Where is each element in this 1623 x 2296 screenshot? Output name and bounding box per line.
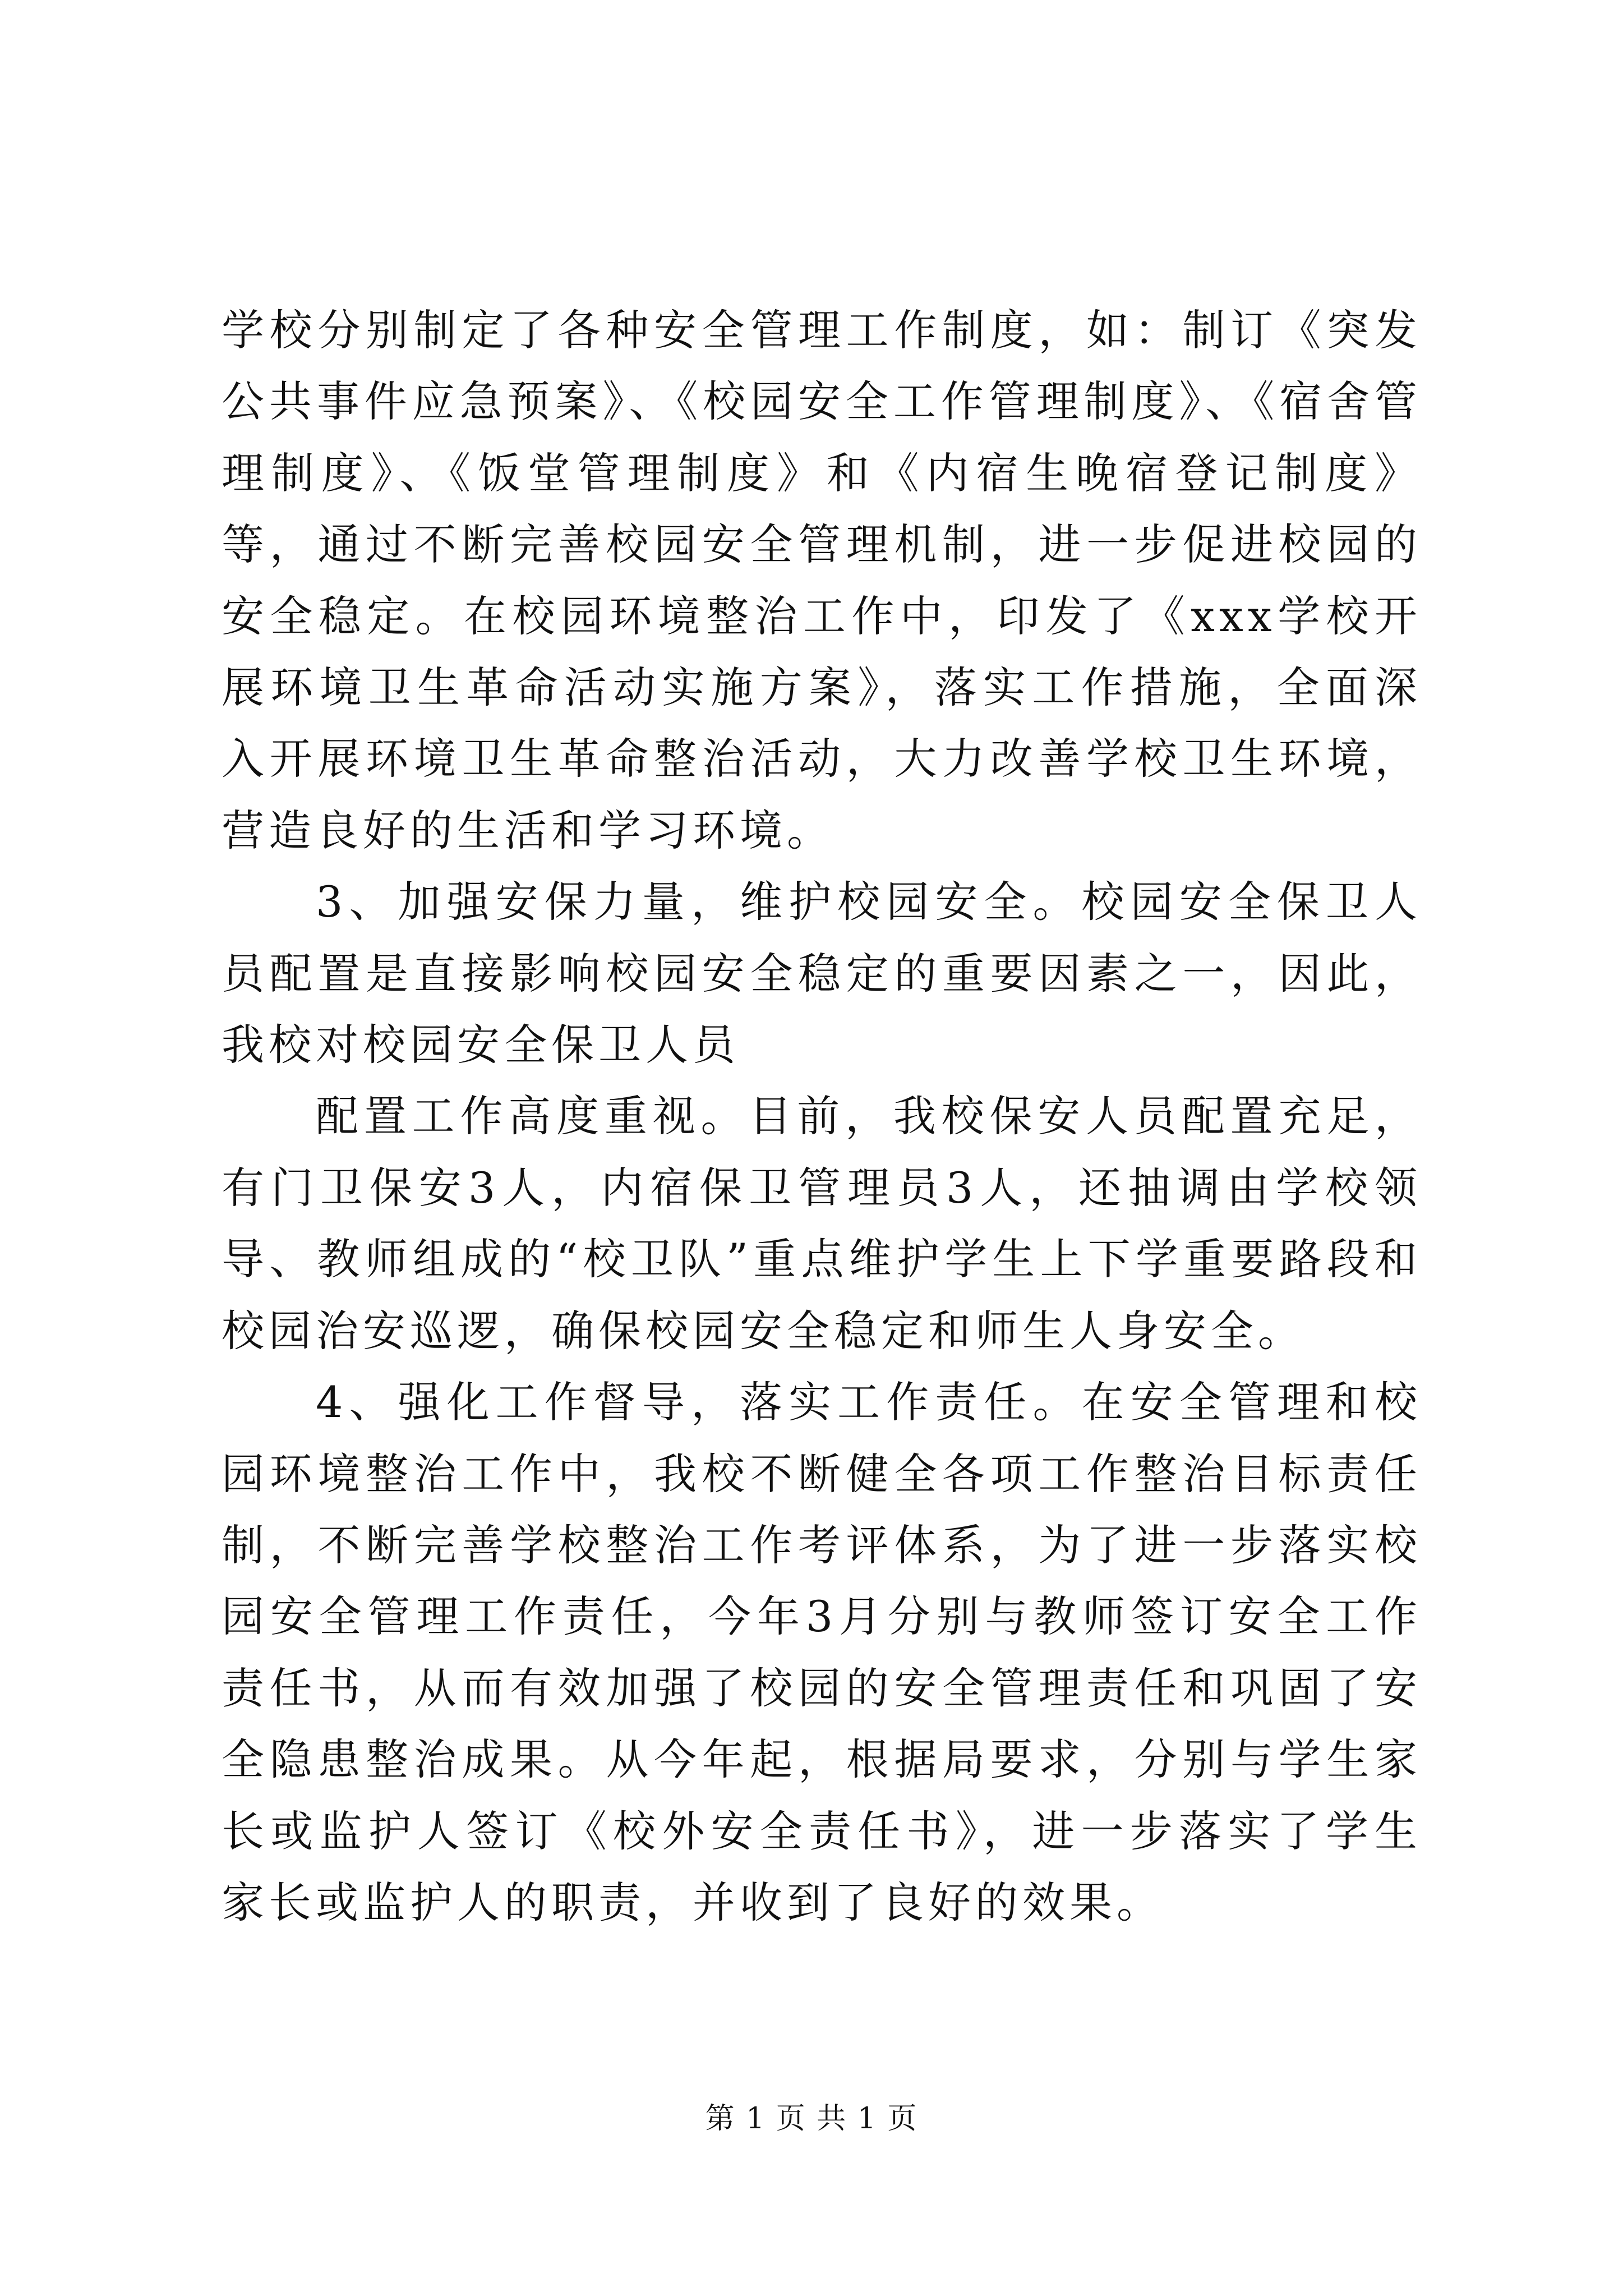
- paragraph-3: 配置工作高度重视。目前，我校保安人员配置充足，有门卫保安3人，内宿保卫管理员3人，还抽调由学校领导、教师组成的“校卫队”重点维护学生上下学重要路段和校园治安巡逻，确保校园安全稳定和师生人身安全。: [222, 1091, 1422, 1356]
- paragraph-1: 学校分别制定了各种安全管理工作制度，如：制订《突发公共事件应急预案》、《校园安全工作管理制度》、《宿舍管理制度》、《饭堂管理制度》和《内宿生晚宿登记制度》等，通过不断完善校园安全管理机制，进一步促进校园的安全稳定。在校园环境整治工作中，印发了《xxx学校开展环境卫生革命活动实施方案》，落实工作措施，全面深入开展环境卫生革命整治活动，大力改善学校卫生环境，营造良好的生活和学习环境。: [222, 305, 1422, 855]
- page-footer: 第 1 页 共 1 页: [705, 2102, 918, 2136]
- paragraph-4: 4、强化工作督导，落实工作责任。在安全管理和校园环境整治工作中，我校不断健全各项工作整治目标责任制，不断完善学校整治工作考评体系，为了进一步落实校园安全管理工作责任，今年3月分别与教师签订安全工作责任书，从而有效加强了校园的安全管理责任和巩固了安全隐患整治成果。从今年起，根据局要求，分别与学生家长或监护人签订《校外安全责任书》，进一步落实了学生家长或监护人的职责，并收到了良好的效果。: [222, 1377, 1422, 1927]
- document-body: [222, 295, 1422, 1938]
- paragraph-2: 3、加强安保力量，维护校园安全。校园安全保卫人员配置是直接影响校园安全稳定的重要因素之一，因此，我校对校园安全保卫人员: [222, 877, 1422, 1070]
